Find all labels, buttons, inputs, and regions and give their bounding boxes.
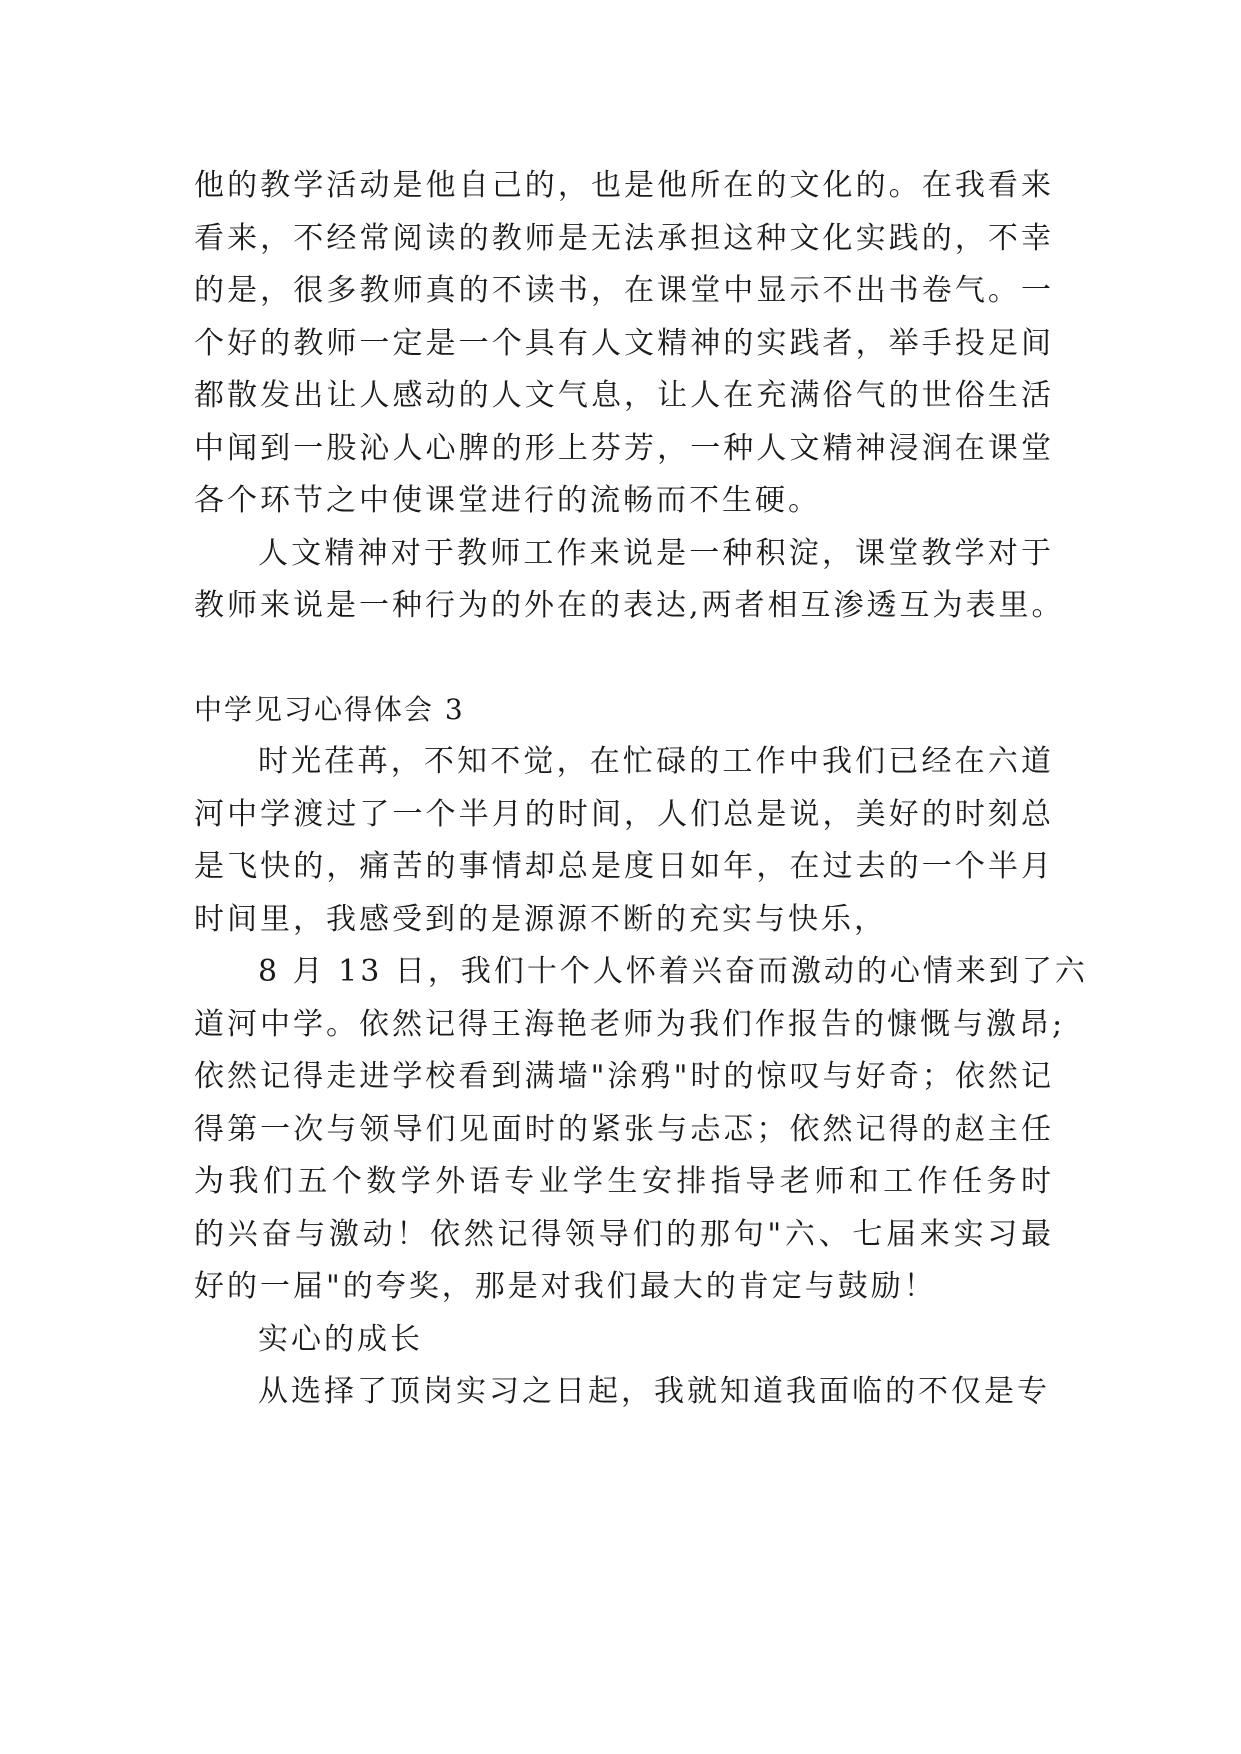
text-line: 时光荏苒，不知不觉，在忙碌的工作中我们已经在六道 — [258, 744, 1054, 779]
paragraph — [194, 1314, 1054, 1367]
text-line: 看来，不经常阅读的教师是无法承担这种文化实践的，不幸 — [194, 220, 1054, 256]
text-line: 得第一次与领导们见面时的紧张与忐忑；依然记得的赵主任 — [194, 1111, 1054, 1147]
text-line: 中学见习心得体会 3 — [194, 692, 465, 726]
document-page — [194, 160, 1088, 1419]
text-line: 好的一届"的夸奖，那是对我们最大的肯定与鼓励！ — [194, 1269, 937, 1304]
text-line: 依然记得走进学校看到满墙"涂鸦"时的惊叹与好奇；依然记 — [194, 1059, 1054, 1094]
text-line: 是飞快的，痛苦的事情却总是度日如年，在过去的一个半月 — [194, 849, 1054, 884]
text-line: 各个环节之中使课堂进行的流畅而不生硬。 — [194, 483, 821, 518]
paragraph — [194, 160, 1054, 528]
text-line: 他的教学活动是他自己的，也是他所在的文化的。在我看来 — [194, 168, 1054, 203]
paragraph — [194, 736, 1054, 946]
section-spacer — [194, 633, 1054, 684]
text-line: 的兴奋与激动！依然记得领导们的那句"六、七届来实习最 — [194, 1216, 1054, 1252]
text-line: 为我们五个数学外语专业学生安排指导老师和工作任务时 — [194, 1164, 1054, 1199]
text-line: 中闻到一股沁人心脾的形上芬芳，一种人文精神浸润在课堂 — [194, 430, 1054, 466]
text-line: 河中学渡过了一个半月的时间，人们总是说，美好的时刻总 — [194, 796, 1054, 832]
paragraph — [194, 946, 1088, 1314]
paragraph — [194, 528, 1065, 633]
text-line: 个好的教师一定是一个具有人文精神的实践者，举手投足间 — [194, 325, 1054, 361]
section-heading — [194, 684, 1054, 737]
text-line: 8 月 13 日，我们十个人怀着兴奋而激动的心情来到了六 — [258, 954, 1088, 989]
paragraph — [194, 1366, 1054, 1419]
text-line: 的是，很多教师真的不读书，在课堂中显示不出书卷气。一 — [194, 273, 1054, 308]
text-line: 都散发出让人感动的人文气息，让人在充满俗气的世俗生活 — [194, 378, 1054, 413]
text-line: 从选择了顶岗实习之日起，我就知道我面临的不仅是专 — [258, 1374, 1050, 1409]
text-line: 道河中学。依然记得王海艳老师为我们作报告的慷慨与激昂; — [194, 1006, 1066, 1042]
text-line: 实心的成长 — [258, 1321, 423, 1357]
text-line: 时间里，我感受到的是源源不断的充实与快乐， — [194, 901, 887, 937]
text-line: 教师来说是一种行为的外在的表达,两者相互渗透互为表里。 — [194, 588, 1065, 623]
text-line: 人文精神对于教师工作来说是一种积淀，课堂教学对于 — [258, 535, 1054, 571]
